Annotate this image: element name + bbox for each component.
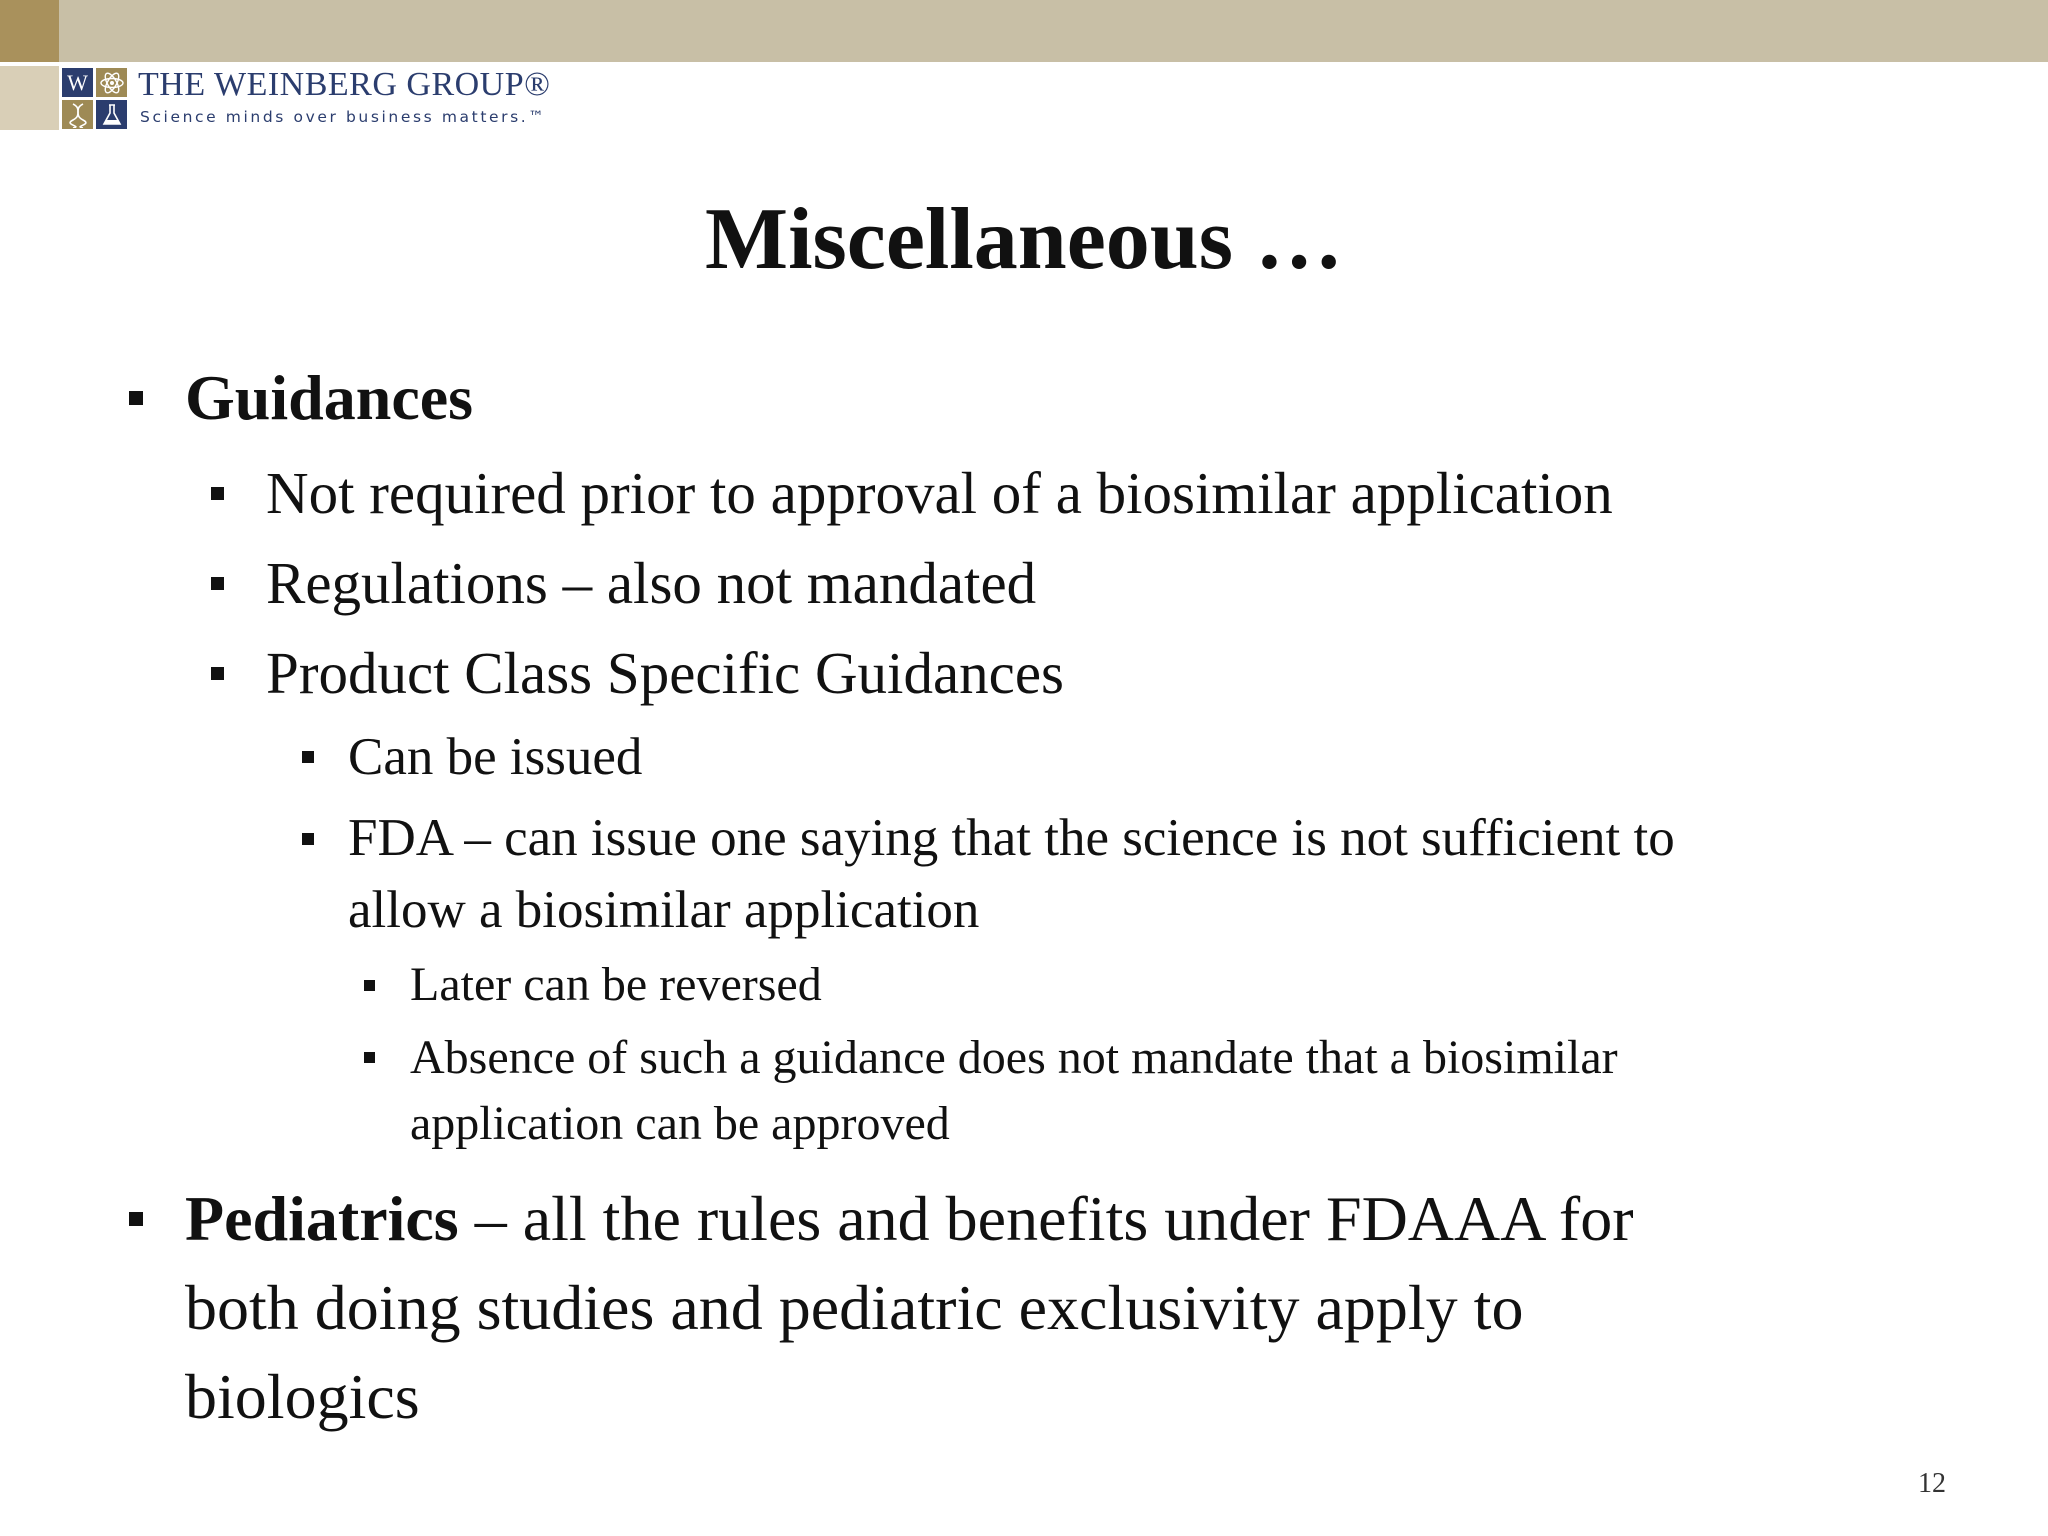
bullet-pediatrics-line-2: both doing studies and pediatric exclusivity apply to: [185, 1272, 1524, 1343]
bullet-fda-line-1: FDA – can issue one saying that the science is not sufficient to: [348, 809, 1675, 867]
bullet-icon: [364, 1052, 375, 1063]
slide-title: Miscellaneous …: [705, 191, 1343, 288]
bullet-pediatrics-line-1: [185, 1174, 1634, 1263]
bullet-icon: [364, 980, 375, 991]
bullet-icon: [129, 1212, 143, 1226]
bullet-icon: [129, 391, 143, 405]
bullet-icon: [302, 751, 314, 763]
company-tagline: Science minds over business matters.™: [140, 108, 547, 126]
company-name: THE WEINBERG GROUP®: [138, 66, 551, 103]
bullet-icon: [211, 577, 224, 590]
bullet-fda-line-2: allow a biosimilar application: [348, 881, 980, 939]
company-logo: [62, 68, 128, 130]
bullet-icon: [302, 833, 314, 845]
bullet-icon: [211, 487, 224, 500]
flask-icon: [96, 100, 127, 129]
bullet-regulations: Regulations – also not mandated: [266, 550, 1037, 616]
bullet-guidances: Guidances: [185, 362, 474, 433]
bullet-absence-line-1: Absence of such a guidance does not mandate that a biosimilar: [410, 1031, 1618, 1084]
page-number: 12: [1918, 1468, 1946, 1499]
bullet-product-class: Product Class Specific Guidances: [266, 640, 1064, 706]
pediatrics-text: – all the rules and benefits under FDAAA for: [458, 1183, 1634, 1254]
atom-icon: [96, 68, 127, 97]
bullet-can-be-issued: Can be issued: [348, 728, 643, 786]
bullet-not-required: Not required prior to approval of a biosimilar application: [266, 460, 1613, 526]
bullet-absence-line-2: application can be approved: [410, 1097, 950, 1150]
bullet-later-reversed: Later can be reversed: [410, 958, 822, 1011]
pediatrics-label: Pediatrics: [185, 1183, 459, 1254]
corner-square-dark: [0, 0, 59, 62]
dna-icon: [62, 100, 93, 129]
bullet-icon: [211, 667, 224, 680]
logo-letter-tile: W: [62, 68, 93, 97]
corner-square-light: [0, 66, 59, 130]
header-band: [0, 0, 2048, 62]
bullet-pediatrics-line-3: biologics: [185, 1361, 420, 1432]
